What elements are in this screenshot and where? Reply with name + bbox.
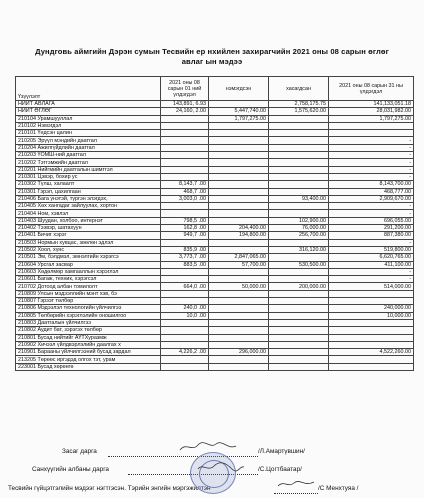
- value-cell: [161, 319, 209, 326]
- value-cell: 468,7 .00: [161, 188, 209, 195]
- value-cell: [329, 290, 414, 297]
- value-cell: [269, 239, 329, 246]
- value-cell: [269, 319, 329, 326]
- value-cell: 2,909,670.00: [329, 195, 414, 202]
- value-cell: 3,773,7 .00: [161, 254, 209, 261]
- value-cell: [161, 276, 209, 283]
- value-cell: [209, 101, 269, 108]
- row-label-cell: 210901 Барааны үйлчилгээний бусад зардал: [16, 349, 161, 356]
- handwritten-signature-governor: [178, 440, 238, 454]
- value-cell: 4,226,2 .00: [161, 349, 209, 356]
- row-label-cell: 210203 ҮОМШ-ний даатгал: [16, 152, 161, 159]
- value-cell: 949,7 .00: [161, 232, 209, 239]
- value-cell: [269, 290, 329, 297]
- value-cell: [329, 298, 414, 305]
- table-row: [16, 276, 414, 283]
- table-row: [16, 261, 414, 268]
- row-label-cell: НИЙТ ӨГЛӨГ: [16, 108, 161, 115]
- value-cell: [209, 239, 269, 246]
- value-cell: [269, 173, 329, 180]
- row-label-cell: 210603 Хөдөлмөр хамгааллын хэрэглэл: [16, 268, 161, 275]
- value-cell: [161, 159, 209, 166]
- row-label-cell: 210405 Хөх хангадаг зайлуулах, хортон: [16, 203, 161, 210]
- value-cell: [161, 298, 209, 305]
- value-cell: [209, 181, 269, 188]
- value-cell: 2,847,065.00: [209, 254, 269, 261]
- value-cell: 411,100.00: [329, 261, 414, 268]
- value-cell: [209, 334, 269, 341]
- table-row: [16, 225, 414, 232]
- value-cell: 57,700.00: [209, 261, 269, 268]
- value-cell: 468,777.00: [329, 188, 414, 195]
- value-cell: -: [329, 152, 414, 159]
- value-cell: [269, 349, 329, 356]
- value-cell: [209, 217, 269, 224]
- value-cell: 204,400.00: [209, 225, 269, 232]
- value-cell: [209, 159, 269, 166]
- value-cell: 141,133,051.18: [329, 101, 414, 108]
- value-cell: 519,800.00: [329, 246, 414, 253]
- row-label-cell: 210406 Бага үнэтэй, түргэн элэгдэх,: [16, 195, 161, 202]
- row-label-cell: 210803 Даатгалын үйлчилгээ: [16, 319, 161, 326]
- value-cell: [329, 327, 414, 334]
- value-cell: [269, 210, 329, 217]
- value-cell: 200,000.00: [269, 283, 329, 290]
- row-label-cell: 210502 Хоол, хүнс: [16, 246, 161, 253]
- signature-name: /С Менхтуяа /: [318, 485, 359, 492]
- value-cell: [161, 268, 209, 275]
- value-cell: [329, 130, 414, 137]
- value-cell: 883,5 .00: [161, 261, 209, 268]
- header-increased: нэмэгдсэн: [209, 77, 269, 101]
- row-label-cell: 210805 Төлбөрийн хэрэглэлийн оношилгоо: [16, 312, 161, 319]
- value-cell: [269, 130, 329, 137]
- value-cell: [161, 115, 209, 122]
- row-label-cell: 210801 Бусад нийтийг АҮТХуразмж: [16, 334, 161, 341]
- table-row: [16, 210, 414, 217]
- value-cell: [209, 137, 269, 144]
- row-label-cell: НИЙТ АВЛАГА: [16, 101, 161, 108]
- row-label-cell: 210101 Үндсэн цалин: [16, 130, 161, 137]
- row-label-cell: 210301 Гэрэл, цахилгаан: [16, 188, 161, 195]
- value-cell: [269, 268, 329, 275]
- value-cell: [269, 276, 329, 283]
- table-row: [16, 312, 414, 319]
- value-cell: [269, 122, 329, 129]
- table-row: [16, 268, 414, 275]
- value-cell: [269, 298, 329, 305]
- value-cell: 664,0 .00: [161, 283, 209, 290]
- value-cell: 194,800.00: [209, 232, 269, 239]
- value-cell: [269, 341, 329, 348]
- value-cell: 1,797,275.00: [329, 115, 414, 122]
- table-row: [16, 341, 414, 348]
- table-row: [16, 217, 414, 224]
- value-cell: 6,620,765.00: [329, 254, 414, 261]
- value-cell: 24,160, 2.00: [161, 108, 209, 115]
- value-cell: [269, 254, 329, 261]
- table-row: [16, 195, 414, 202]
- header-decreased: хасагдсан: [269, 77, 329, 101]
- value-cell: [161, 137, 209, 144]
- table-row: [16, 298, 414, 305]
- table-row: [16, 137, 414, 144]
- row-label-cell: 210902 Хичээл үйлдвэрлэлийн даалгах х: [16, 341, 161, 348]
- value-cell: 28,031,982.00: [329, 108, 414, 115]
- row-label-cell: 210402 Тээвэр, шатахуун: [16, 225, 161, 232]
- value-cell: [329, 363, 414, 370]
- value-cell: -: [329, 166, 414, 173]
- signature-role: Тесвийн гүйцэтгэлийн мэдээг нэгтгэсэн. Тэрийн энгийн мэргэжилтэн: [8, 485, 211, 492]
- value-cell: -: [329, 173, 414, 180]
- row-label-cell: 210302 Түлш, халаалт: [16, 181, 161, 188]
- table-row: [16, 144, 414, 151]
- value-cell: 143,891, 6.93: [161, 101, 209, 108]
- table-row: [16, 246, 414, 253]
- value-cell: [269, 305, 329, 312]
- value-cell: [269, 356, 329, 363]
- table-row: [16, 356, 414, 363]
- value-cell: -: [329, 144, 414, 151]
- value-cell: [209, 341, 269, 348]
- row-label-cell: 210501 Эм, бэлдмэл, эмнэлгийн хэрэгсэ: [16, 254, 161, 261]
- value-cell: [161, 173, 209, 180]
- value-cell: [161, 166, 209, 173]
- value-cell: [209, 268, 269, 275]
- table-row: [16, 130, 414, 137]
- signature-role: Засаг дарга: [62, 448, 97, 455]
- table-row: [16, 159, 414, 166]
- value-cell: [269, 312, 329, 319]
- value-cell: [269, 166, 329, 173]
- row-label-cell: 210205 Эрүүл мэндийн даатгал: [16, 137, 161, 144]
- row-label-cell: 210201 Нийгмийн даатгалын шимтгэл: [16, 166, 161, 173]
- receivables-payables-table: [15, 76, 414, 371]
- table-row: [16, 122, 414, 129]
- value-cell: [209, 327, 269, 334]
- table-row: [16, 305, 414, 312]
- value-cell: [209, 363, 269, 370]
- value-cell: [209, 319, 269, 326]
- value-cell: [161, 341, 209, 348]
- value-cell: 8,143,700.00: [329, 181, 414, 188]
- row-label-cell: 223001 Бусад хөрөнгө: [16, 363, 161, 370]
- table-header-row: [16, 77, 414, 101]
- value-cell: 835,9 .00: [161, 246, 209, 253]
- table-row: [16, 203, 414, 210]
- value-cell: 887,380.00: [329, 232, 414, 239]
- value-cell: [329, 122, 414, 129]
- row-label-cell: 210301 Цэвэр, бохир ус: [16, 173, 161, 180]
- value-cell: 530,500.00: [269, 261, 329, 268]
- value-cell: 4,522,260.00: [329, 349, 414, 356]
- value-cell: 3,003,0 .00: [161, 195, 209, 202]
- value-cell: 10,000.00: [329, 312, 414, 319]
- row-label-cell: 210809 Улсын мэдээллийн мэнт хэв, бэ: [16, 290, 161, 297]
- value-cell: [269, 327, 329, 334]
- row-label-cell: 210604 Урсгал засвар: [16, 261, 161, 268]
- value-cell: [209, 152, 269, 159]
- row-label-cell: 210702 Дотоод албан томилолт: [16, 283, 161, 290]
- table-row: [16, 283, 414, 290]
- signature-name: /Л.Амартүвшин/: [258, 448, 305, 455]
- value-cell: 93,400.00: [269, 195, 329, 202]
- value-cell: [269, 115, 329, 122]
- table-row: [16, 290, 414, 297]
- value-cell: 8,143,7 .00: [161, 181, 209, 188]
- value-cell: 162,8 .00: [161, 225, 209, 232]
- value-cell: [329, 319, 414, 326]
- row-label-cell: 210807 Гэрээт төлбөр: [16, 298, 161, 305]
- value-cell: 240,000.00: [329, 305, 414, 312]
- value-cell: [329, 341, 414, 348]
- value-cell: 296,000.00: [209, 349, 269, 356]
- table-row: [16, 327, 414, 334]
- value-cell: [209, 188, 269, 195]
- row-label-cell: 210404 Ном, хэвлэл: [16, 210, 161, 217]
- value-cell: [269, 203, 329, 210]
- document-title: [10, 47, 414, 67]
- value-cell: [209, 195, 269, 202]
- value-cell: [269, 152, 329, 159]
- value-cell: [209, 305, 269, 312]
- value-cell: -: [329, 268, 414, 275]
- value-cell: [161, 290, 209, 297]
- value-cell: [269, 334, 329, 341]
- value-cell: [161, 152, 209, 159]
- value-cell: [161, 130, 209, 137]
- value-cell: 102,900.00: [269, 217, 329, 224]
- value-cell: [269, 137, 329, 144]
- title-line-1: Дундговь аймгийн Дэрэн сумын Тесвийн ер нхийлен захирагчийн 2021 оны 08 сарын өглөг: [35, 47, 389, 56]
- value-cell: [161, 144, 209, 151]
- row-label-cell: 210403 Шуудан, холбоо, интернэт: [16, 217, 161, 224]
- value-cell: [269, 181, 329, 188]
- row-label-cell: 213205 Төрөөс иргэдэд олгох тэт, урам: [16, 356, 161, 363]
- value-cell: [161, 356, 209, 363]
- value-cell: [209, 130, 269, 137]
- row-label-cell: 210806 Мэдээлэл технологийн үйлчилгээ: [16, 305, 161, 312]
- row-label-cell: 210503 Нормын хувцас, зөөлөн эдлэл: [16, 239, 161, 246]
- table-row: [16, 188, 414, 195]
- row-label-cell: 210601 Багаж, техник, хэрэгсэл: [16, 276, 161, 283]
- table-row: [16, 334, 414, 341]
- table-row: [16, 115, 414, 122]
- table-row: [16, 173, 414, 180]
- value-cell: [209, 312, 269, 319]
- signature-name: /С.Цогтбаатар/: [258, 466, 302, 473]
- value-cell: -: [329, 203, 414, 210]
- value-cell: 1,575,620.00: [269, 108, 329, 115]
- value-cell: 10,0 .00: [161, 312, 209, 319]
- value-cell: 256,700.00: [269, 232, 329, 239]
- value-cell: 696,055.00: [329, 217, 414, 224]
- value-cell: [269, 144, 329, 151]
- row-label-cell: 210204 Ажилгүйдлийн даатгал: [16, 144, 161, 151]
- title-line-2: авлаг ын мэдээ: [181, 57, 243, 66]
- header-closing-balance: 2021 оны 08 сарын 31 ны үлдэгдэл: [329, 77, 414, 101]
- value-cell: [269, 159, 329, 166]
- value-cell: 2,758,175.75: [269, 101, 329, 108]
- value-cell: [209, 144, 269, 151]
- table-row: [16, 108, 414, 115]
- value-cell: [209, 290, 269, 297]
- value-cell: [209, 246, 269, 253]
- table-row: [16, 101, 414, 108]
- value-cell: [209, 276, 269, 283]
- header-opening-balance: 2021 оны 08 сарын 01 ний үлдэгдэл: [161, 77, 209, 101]
- value-cell: [161, 210, 209, 217]
- value-cell: [329, 356, 414, 363]
- table-row: [16, 239, 414, 246]
- table-row: [16, 181, 414, 188]
- row-label-cell: 210104 Урамшууллал: [16, 115, 161, 122]
- row-label-cell: 210102 Нэмэгдэл: [16, 122, 161, 129]
- value-cell: -: [329, 159, 414, 166]
- value-cell: [161, 239, 209, 246]
- value-cell: 5,447,740.00: [209, 108, 269, 115]
- value-cell: [209, 203, 269, 210]
- row-label-cell: 210202 Тэтгэмжийн даатгал: [16, 159, 161, 166]
- value-cell: [161, 363, 209, 370]
- value-cell: [161, 122, 209, 129]
- value-cell: -: [329, 210, 414, 217]
- table-row: [16, 254, 414, 261]
- table-row: [16, 319, 414, 326]
- value-cell: [269, 188, 329, 195]
- value-cell: [161, 334, 209, 341]
- value-cell: [209, 122, 269, 129]
- value-cell: 1,797,275.00: [209, 115, 269, 122]
- value-cell: 240,0 .00: [161, 305, 209, 312]
- value-cell: [209, 166, 269, 173]
- value-cell: 316,120.00: [269, 246, 329, 253]
- handwritten-signature-specialist: [276, 478, 316, 490]
- value-cell: 76,000.00: [269, 225, 329, 232]
- row-label-cell: 210401 Бичиг хэрэг: [16, 232, 161, 239]
- value-cell: [161, 203, 209, 210]
- value-cell: -: [329, 239, 414, 246]
- handwritten-signature-finance: [196, 460, 246, 474]
- value-cell: -: [329, 137, 414, 144]
- value-cell: [209, 356, 269, 363]
- table-row: [16, 166, 414, 173]
- value-cell: [209, 173, 269, 180]
- table-row: [16, 152, 414, 159]
- header-indicator: Үзүүлэлт: [16, 77, 161, 101]
- value-cell: [269, 363, 329, 370]
- value-cell: 514,000.00: [329, 283, 414, 290]
- value-cell: -: [329, 276, 414, 283]
- table-body: [16, 101, 414, 371]
- value-cell: 798,5 .00: [161, 217, 209, 224]
- value-cell: 291,200.00: [329, 225, 414, 232]
- value-cell: [329, 334, 414, 341]
- table-row: [16, 232, 414, 239]
- value-cell: [209, 298, 269, 305]
- table-row: [16, 363, 414, 370]
- value-cell: [161, 327, 209, 334]
- table-row: [16, 349, 414, 356]
- signature-role: Санхүүгийн албаны дарга: [32, 466, 109, 473]
- value-cell: 50,000.00: [209, 283, 269, 290]
- value-cell: [209, 210, 269, 217]
- row-label-cell: 210802 Аудит бат, зэрэгэх төлбөр: [16, 327, 161, 334]
